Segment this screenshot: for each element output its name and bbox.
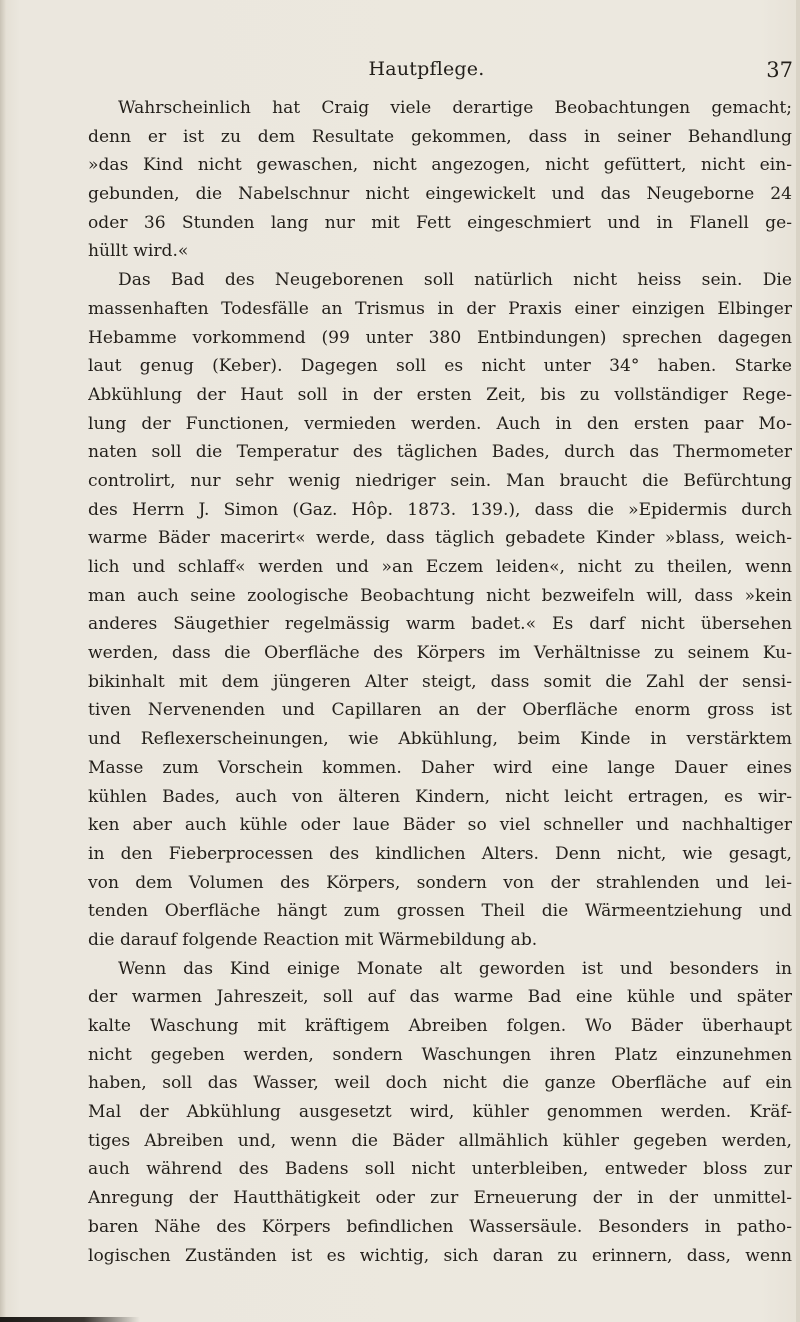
text-line: tenden Oberfläche hängt zum grossen Theil die Wärmeentziehung und xyxy=(88,901,792,922)
bottom-edge-mark xyxy=(0,1317,140,1322)
text-line: nicht gegeben werden, sondern Waschungen ihren Platz einzunehmen xyxy=(88,1044,792,1065)
text-line: »das Kind nicht gewaschen, nicht angezogen, nicht gefüttert, nicht ein- xyxy=(88,155,792,176)
text-line: man auch seine zoologische Beobachtung nicht bezweifeln will, dass »kein xyxy=(88,585,792,606)
text-line: der warmen Jahreszeit, soll auf das warme Bad eine kühle und später xyxy=(88,987,792,1008)
text-line: kühlen Bades, auch von älteren Kindern, nicht leicht ertragen, es wir- xyxy=(88,786,792,807)
text-line: von dem Volumen des Körpers, sondern von der strahlenden und lei- xyxy=(88,872,792,893)
page-right-edge xyxy=(796,0,800,1322)
text-line: auch während des Badens soll nicht unterbleiben, entweder bloss zur xyxy=(88,1159,792,1180)
text-line: laut genug (Keber). Dagegen soll es nicht unter 34° haben. Starke xyxy=(88,356,792,377)
text-line: die darauf folgende Reaction mit Wärmebildung ab. xyxy=(88,929,538,950)
page-header xyxy=(60,58,793,88)
text-line: controlirt, nur sehr wenig niedriger sein. Man braucht die Befürchtung xyxy=(88,470,792,491)
text-line: werden, dass die Oberfläche des Körpers im Verhältnisse zu seinem Ku- xyxy=(88,643,792,664)
text-line: naten soll die Temperatur des täglichen Bades, durch das Thermometer xyxy=(88,442,792,463)
text-line: Hebamme vorkommend (99 unter 380 Entbindungen) sprechen dagegen xyxy=(88,327,792,348)
text-line: kalte Waschung mit kräftigem Abreiben folgen. Wo Bäder überhaupt xyxy=(88,1016,792,1036)
text-line: in den Fieberprocessen des kindlichen Alters. Denn nicht, wie gesagt, xyxy=(88,843,792,864)
text-line: bikinhalt mit dem jüngeren Alter steigt, dass somit die Zahl der sensi- xyxy=(88,671,792,692)
text-line: logischen Zuständen ist es wichtig, sich daran zu erinnern, dass, wenn xyxy=(88,1245,792,1266)
page-left-edge xyxy=(0,0,6,1322)
text-line: Abkühlung der Haut soll in der ersten Zeit, bis zu vollständiger Rege- xyxy=(88,384,792,405)
page-number: 37 xyxy=(766,58,793,82)
text-line: oder 36 Stunden lang nur mit Fett eingeschmiert und in Flanell ge- xyxy=(88,212,792,233)
text-line: und Reflexerscheinungen, wie Abkühlung, beim Kinde in verstärktem xyxy=(88,729,792,750)
text-line: Wahrscheinlich hat Craig viele derartige Beobachtungen gemacht; xyxy=(118,98,792,118)
text-line: hüllt wird.« xyxy=(88,241,189,262)
text-line: tiven Nervenenden und Capillaren an der Oberfläche enorm gross ist xyxy=(88,700,792,721)
text-line: tiges Abreiben und, wenn die Bäder allmählich kühler gegeben werden, xyxy=(88,1130,792,1151)
text-line: baren Nähe des Körpers befindlichen Wassersäule. Besonders in patho- xyxy=(88,1216,792,1237)
text-line: haben, soll das Wasser, weil doch nicht die ganze Oberfläche auf ein xyxy=(88,1073,792,1094)
text-line: gebunden, die Nabelschnur nicht eingewickelt und das Neugeborne 24 xyxy=(88,184,792,205)
text-line: massenhaften Todesfälle an Trismus in der Praxis einer einzigen Elbinger xyxy=(88,298,792,319)
text-line: Das Bad des Neugeborenen soll natürlich nicht heiss sein. Die xyxy=(118,270,792,291)
text-line: anderes Säugethier regelmässig warm badet.« Es darf nicht übersehen xyxy=(88,614,792,635)
text-line: Masse zum Vorschein kommen. Daher wird eine lange Dauer eines xyxy=(88,757,792,778)
text-line: des Herrn J. Simon (Gaz. Hôp. 1873. 139.), dass die »Epidermis durch xyxy=(88,499,792,520)
text-line: Wenn das Kind einige Monate alt geworden ist und besonders in xyxy=(118,958,792,979)
running-title: Hautpflege. xyxy=(368,58,485,80)
text-line: denn er ist zu dem Resultate gekommen, dass in seiner Behandlung xyxy=(88,126,792,147)
text-line: lich und schlaff« werden und »an Eczem leiden«, nicht zu theilen, wenn xyxy=(88,557,792,577)
text-line: lung der Functionen, vermieden werden. Auch in den ersten paar Mo- xyxy=(88,413,792,434)
text-line: Anregung der Hautthätigkeit oder zur Erneuerung der in der unmittel- xyxy=(88,1188,792,1209)
body-text xyxy=(88,94,792,1270)
text-line: Mal der Abkühlung ausgesetzt wird, kühler genommen werden. Kräf- xyxy=(88,1102,792,1123)
text-line: ken aber auch kühle oder laue Bäder so viel schneller und nachhaltiger xyxy=(88,815,792,836)
text-line: warme Bäder macerirt« werde, dass täglich gebadete Kinder »blass, weich- xyxy=(88,528,792,549)
